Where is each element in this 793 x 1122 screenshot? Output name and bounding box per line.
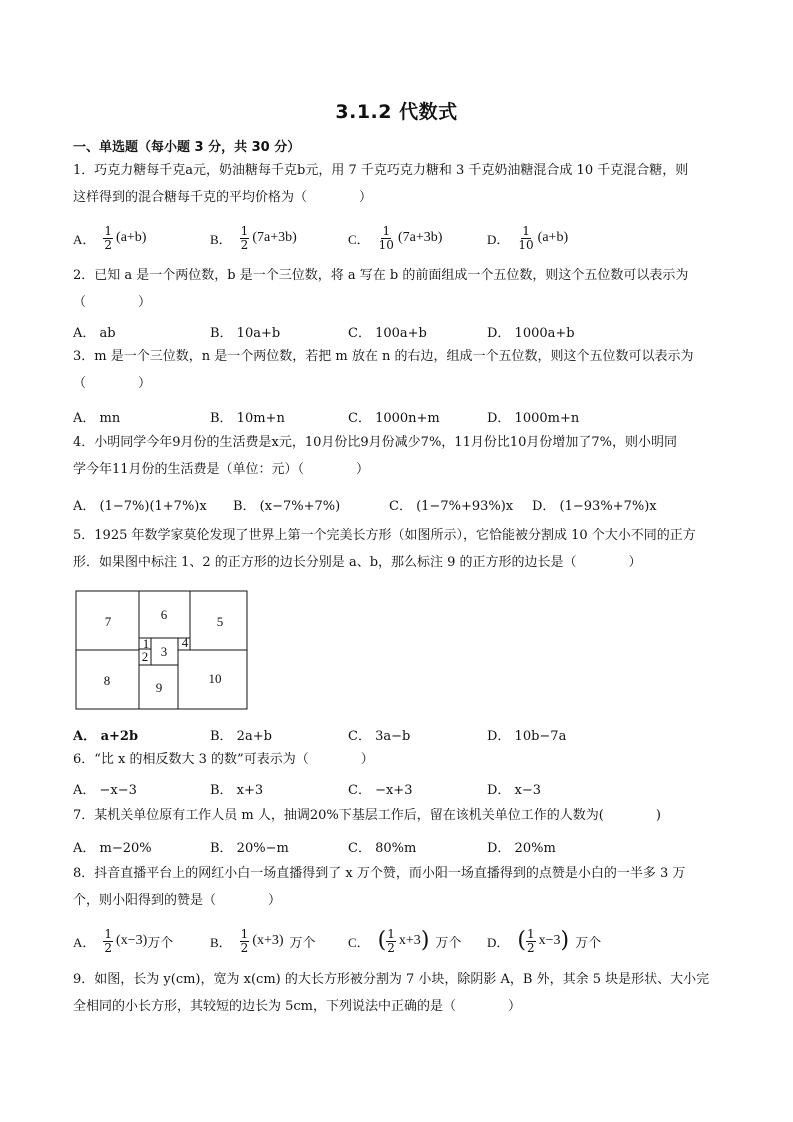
fraction-numerator: 1 xyxy=(240,223,249,238)
question-3-option-a[interactable]: A． mn xyxy=(73,410,121,426)
question-7 xyxy=(73,802,725,829)
option-label: C． xyxy=(348,231,370,247)
question-5-options xyxy=(73,719,725,749)
question-3-line-2: （ ） xyxy=(73,376,152,391)
option-expression: (a+b) xyxy=(537,230,569,245)
fraction-numerator: 1 xyxy=(382,223,391,238)
option-label: D． xyxy=(487,934,510,950)
fraction-numerator: 1 xyxy=(522,223,530,238)
option-label: A． xyxy=(73,934,96,950)
fraction xyxy=(240,225,250,252)
question-6-options xyxy=(73,773,725,803)
fraction xyxy=(240,928,250,955)
right-paren: ) xyxy=(420,928,430,953)
question-1-option-a[interactable] xyxy=(73,223,146,253)
question-1-option-c[interactable] xyxy=(348,223,442,253)
question-5-line-1: 5．1925 年数学家莫伦发现了世界上第一个完美长方形（如图所示），它恰能被分割成 10 个大小不同的正方 xyxy=(73,528,696,543)
question-2-line-2: （ ） xyxy=(73,295,152,310)
left-paren: ( xyxy=(517,928,526,953)
question-6 xyxy=(73,746,725,773)
option-label: C． xyxy=(348,934,370,950)
question-5-option-c[interactable]: C． 3a−b xyxy=(348,728,411,744)
square-9-label: 9 xyxy=(155,680,163,695)
fraction xyxy=(526,928,536,955)
question-6-option-a[interactable]: A． −x−3 xyxy=(73,782,137,798)
question-6-option-d[interactable]: D． x−3 xyxy=(487,782,542,798)
square-1-label: 1 xyxy=(142,636,150,651)
question-6-line-1: 6．“比 x 的相反数大 3 的数”可表示为（ ） xyxy=(73,752,374,767)
option-label: A． xyxy=(73,231,96,247)
question-5-option-b[interactable]: B． 2a+b xyxy=(210,728,272,744)
question-6-option-b[interactable]: B． x+3 xyxy=(210,782,264,798)
question-5-line-2: 形．如果图中标注 1、2 的正方形的边长分别是 a、b，那么标注 9 的正方形的边长是（ ） xyxy=(73,555,642,570)
question-8-option-d[interactable] xyxy=(487,926,601,956)
question-3-option-d[interactable]: D． 1000m+n xyxy=(487,410,580,426)
fraction-numerator: 1 xyxy=(387,926,395,941)
page-title: 3.1.2 代数式 xyxy=(335,101,458,123)
square-10-label: 10 xyxy=(208,671,222,686)
fraction xyxy=(386,928,396,955)
question-4-option-c[interactable]: C． (1−7%+93%)x xyxy=(389,498,514,514)
question-1 xyxy=(73,157,725,211)
fraction-numerator: 1 xyxy=(104,926,113,941)
option-label: D． xyxy=(487,231,510,247)
square-8-label: 8 xyxy=(103,673,111,688)
question-2-option-d[interactable]: D． 1000a+b xyxy=(487,325,575,341)
question-9-line-1: 9．如图，长为 y(cm)，宽为 x(cm) 的大长方形被分割为 7 小块，除阴影 A，B 外，其余 5 块是形状、大小完 xyxy=(73,972,710,987)
question-2-options xyxy=(73,316,725,346)
question-3 xyxy=(73,343,725,397)
question-9 xyxy=(73,966,725,1020)
question-3-options xyxy=(73,401,725,431)
question-8-options xyxy=(73,926,725,956)
question-7-option-d[interactable]: D． 20%m xyxy=(487,840,556,856)
option-suffix: 万个 xyxy=(575,935,602,951)
question-2 xyxy=(73,262,725,316)
question-4-option-d[interactable]: D． (1−93%+7%)x xyxy=(532,498,657,514)
question-4-option-b[interactable]: B． (x−7%+7%) xyxy=(233,498,341,514)
option-label: B． xyxy=(210,934,232,950)
question-6-option-c[interactable]: C． −x+3 xyxy=(348,782,413,798)
fraction-denominator: 10 xyxy=(518,237,534,252)
fraction-denominator: 2 xyxy=(240,940,249,955)
fraction-numerator: 1 xyxy=(104,223,113,238)
fraction-denominator: 10 xyxy=(378,237,394,252)
perfect-rectangle-diagram xyxy=(75,590,249,710)
fraction xyxy=(378,225,395,252)
question-1-options xyxy=(73,223,725,253)
option-expression: x+3 xyxy=(398,933,421,948)
question-2-option-b[interactable]: B． 10a+b xyxy=(210,325,281,341)
fraction xyxy=(517,225,534,252)
question-1-option-b[interactable] xyxy=(210,223,297,253)
square-3-label: 3 xyxy=(160,644,168,659)
fraction-numerator: 1 xyxy=(240,926,249,941)
question-5-option-a[interactable]: A． a+2b xyxy=(73,728,139,744)
question-1-line-2: 这样得到的混合糖每千克的平均价格为（ ） xyxy=(73,190,373,205)
question-4-options xyxy=(73,489,725,519)
question-1-line-1: 1．巧克力糖每千克a元，奶油糖每千克b元，用 7 千克巧克力糖和 3 千克奶油糖混合成 10 千克混合糖，则 xyxy=(73,163,689,178)
question-3-option-c[interactable]: C． 1000n+m xyxy=(348,410,440,426)
question-8-option-a[interactable] xyxy=(73,926,173,956)
option-expression: (x−3) xyxy=(116,933,148,948)
option-suffix: 万个 xyxy=(289,935,316,951)
option-expression: (7a+3b) xyxy=(397,230,443,245)
question-4-line-1: 4．小明同学今年9月份的生活费是x元，10月份比9月份减少7%，11月份比10月份增加了7%，则小明同 xyxy=(73,435,678,450)
question-4-option-a[interactable]: A． (1−7%)(1+7%)x xyxy=(73,498,207,514)
square-4-label: 4 xyxy=(181,635,189,650)
option-suffix: 万个 xyxy=(435,935,462,951)
option-suffix: 万个 xyxy=(147,935,174,951)
question-1-option-d[interactable] xyxy=(487,223,568,253)
question-3-line-1: 3．m 是一个三位数，n 是一个两位数，若把 m 放在 n 的右边，组成一个五位数，则这个五位数可以表示为 xyxy=(73,349,694,364)
question-2-option-a[interactable]: A． ab xyxy=(73,325,116,341)
right-paren: ) xyxy=(560,928,570,953)
fraction-denominator: 2 xyxy=(240,237,249,252)
question-5 xyxy=(73,522,725,576)
fraction xyxy=(103,928,113,955)
question-9-line-2: 全相同的小长方形，其较短的边长为 5cm，下列说法中正确的是（ ） xyxy=(73,999,522,1014)
question-8-line-1: 8．抖音直播平台上的网红小白一场直播得到了 x 万个赞，而小阳一场直播得到的点赞是小白的一半多 3 万 xyxy=(73,866,686,881)
question-7-option-b[interactable]: B． 20%−m xyxy=(210,840,289,856)
option-expression: x−3 xyxy=(538,933,561,948)
square-7-label: 7 xyxy=(104,614,112,629)
question-2-option-c[interactable]: C． 100a+b xyxy=(348,325,427,341)
option-expression: (7a+3b) xyxy=(252,230,297,245)
question-4 xyxy=(73,429,725,483)
question-3-option-b[interactable]: B． 10m+n xyxy=(210,410,285,426)
question-7-option-a[interactable]: A． m−20% xyxy=(73,840,152,856)
fraction-denominator: 2 xyxy=(104,237,113,252)
option-expression: (a+b) xyxy=(116,230,147,245)
square-5-label: 5 xyxy=(216,614,224,629)
question-4-line-2: 学今年11月份的生活费是（单位：元）（ ） xyxy=(73,462,370,477)
option-expression: (x+3) xyxy=(252,933,284,948)
section-heading: 一、单选题（每小题 3 分，共 30 分） xyxy=(73,140,301,155)
square-2-label: 2 xyxy=(141,649,149,664)
fraction xyxy=(103,225,113,252)
square-6-label: 6 xyxy=(160,607,168,622)
question-8 xyxy=(73,860,725,914)
fraction-denominator: 2 xyxy=(526,940,535,955)
question-2-line-1: 2．已知 a 是一个两位数，b 是一个三位数，将 a 写在 b 的前面组成一个五位数，则这个五位数可以表示为 xyxy=(73,268,689,283)
fraction-numerator: 1 xyxy=(526,926,535,941)
question-7-line-1: 7．某机关单位原有工作人员 m 人，抽调20%下基层工作后，留在该机关单位工作的人数为( ) xyxy=(73,808,661,823)
question-8-option-b[interactable] xyxy=(210,926,316,956)
question-7-options xyxy=(73,831,725,861)
fraction-denominator: 2 xyxy=(104,940,113,955)
left-paren: ( xyxy=(377,928,387,953)
option-label: B． xyxy=(210,231,232,247)
question-8-option-c[interactable] xyxy=(348,926,461,956)
question-5-option-d[interactable]: D． 10b−7a xyxy=(487,728,567,744)
question-7-option-c[interactable]: C． 80%m xyxy=(348,840,417,856)
question-8-line-2: 个，则小阳得到的赞是（ ） xyxy=(73,893,282,908)
fraction-denominator: 2 xyxy=(387,940,395,955)
